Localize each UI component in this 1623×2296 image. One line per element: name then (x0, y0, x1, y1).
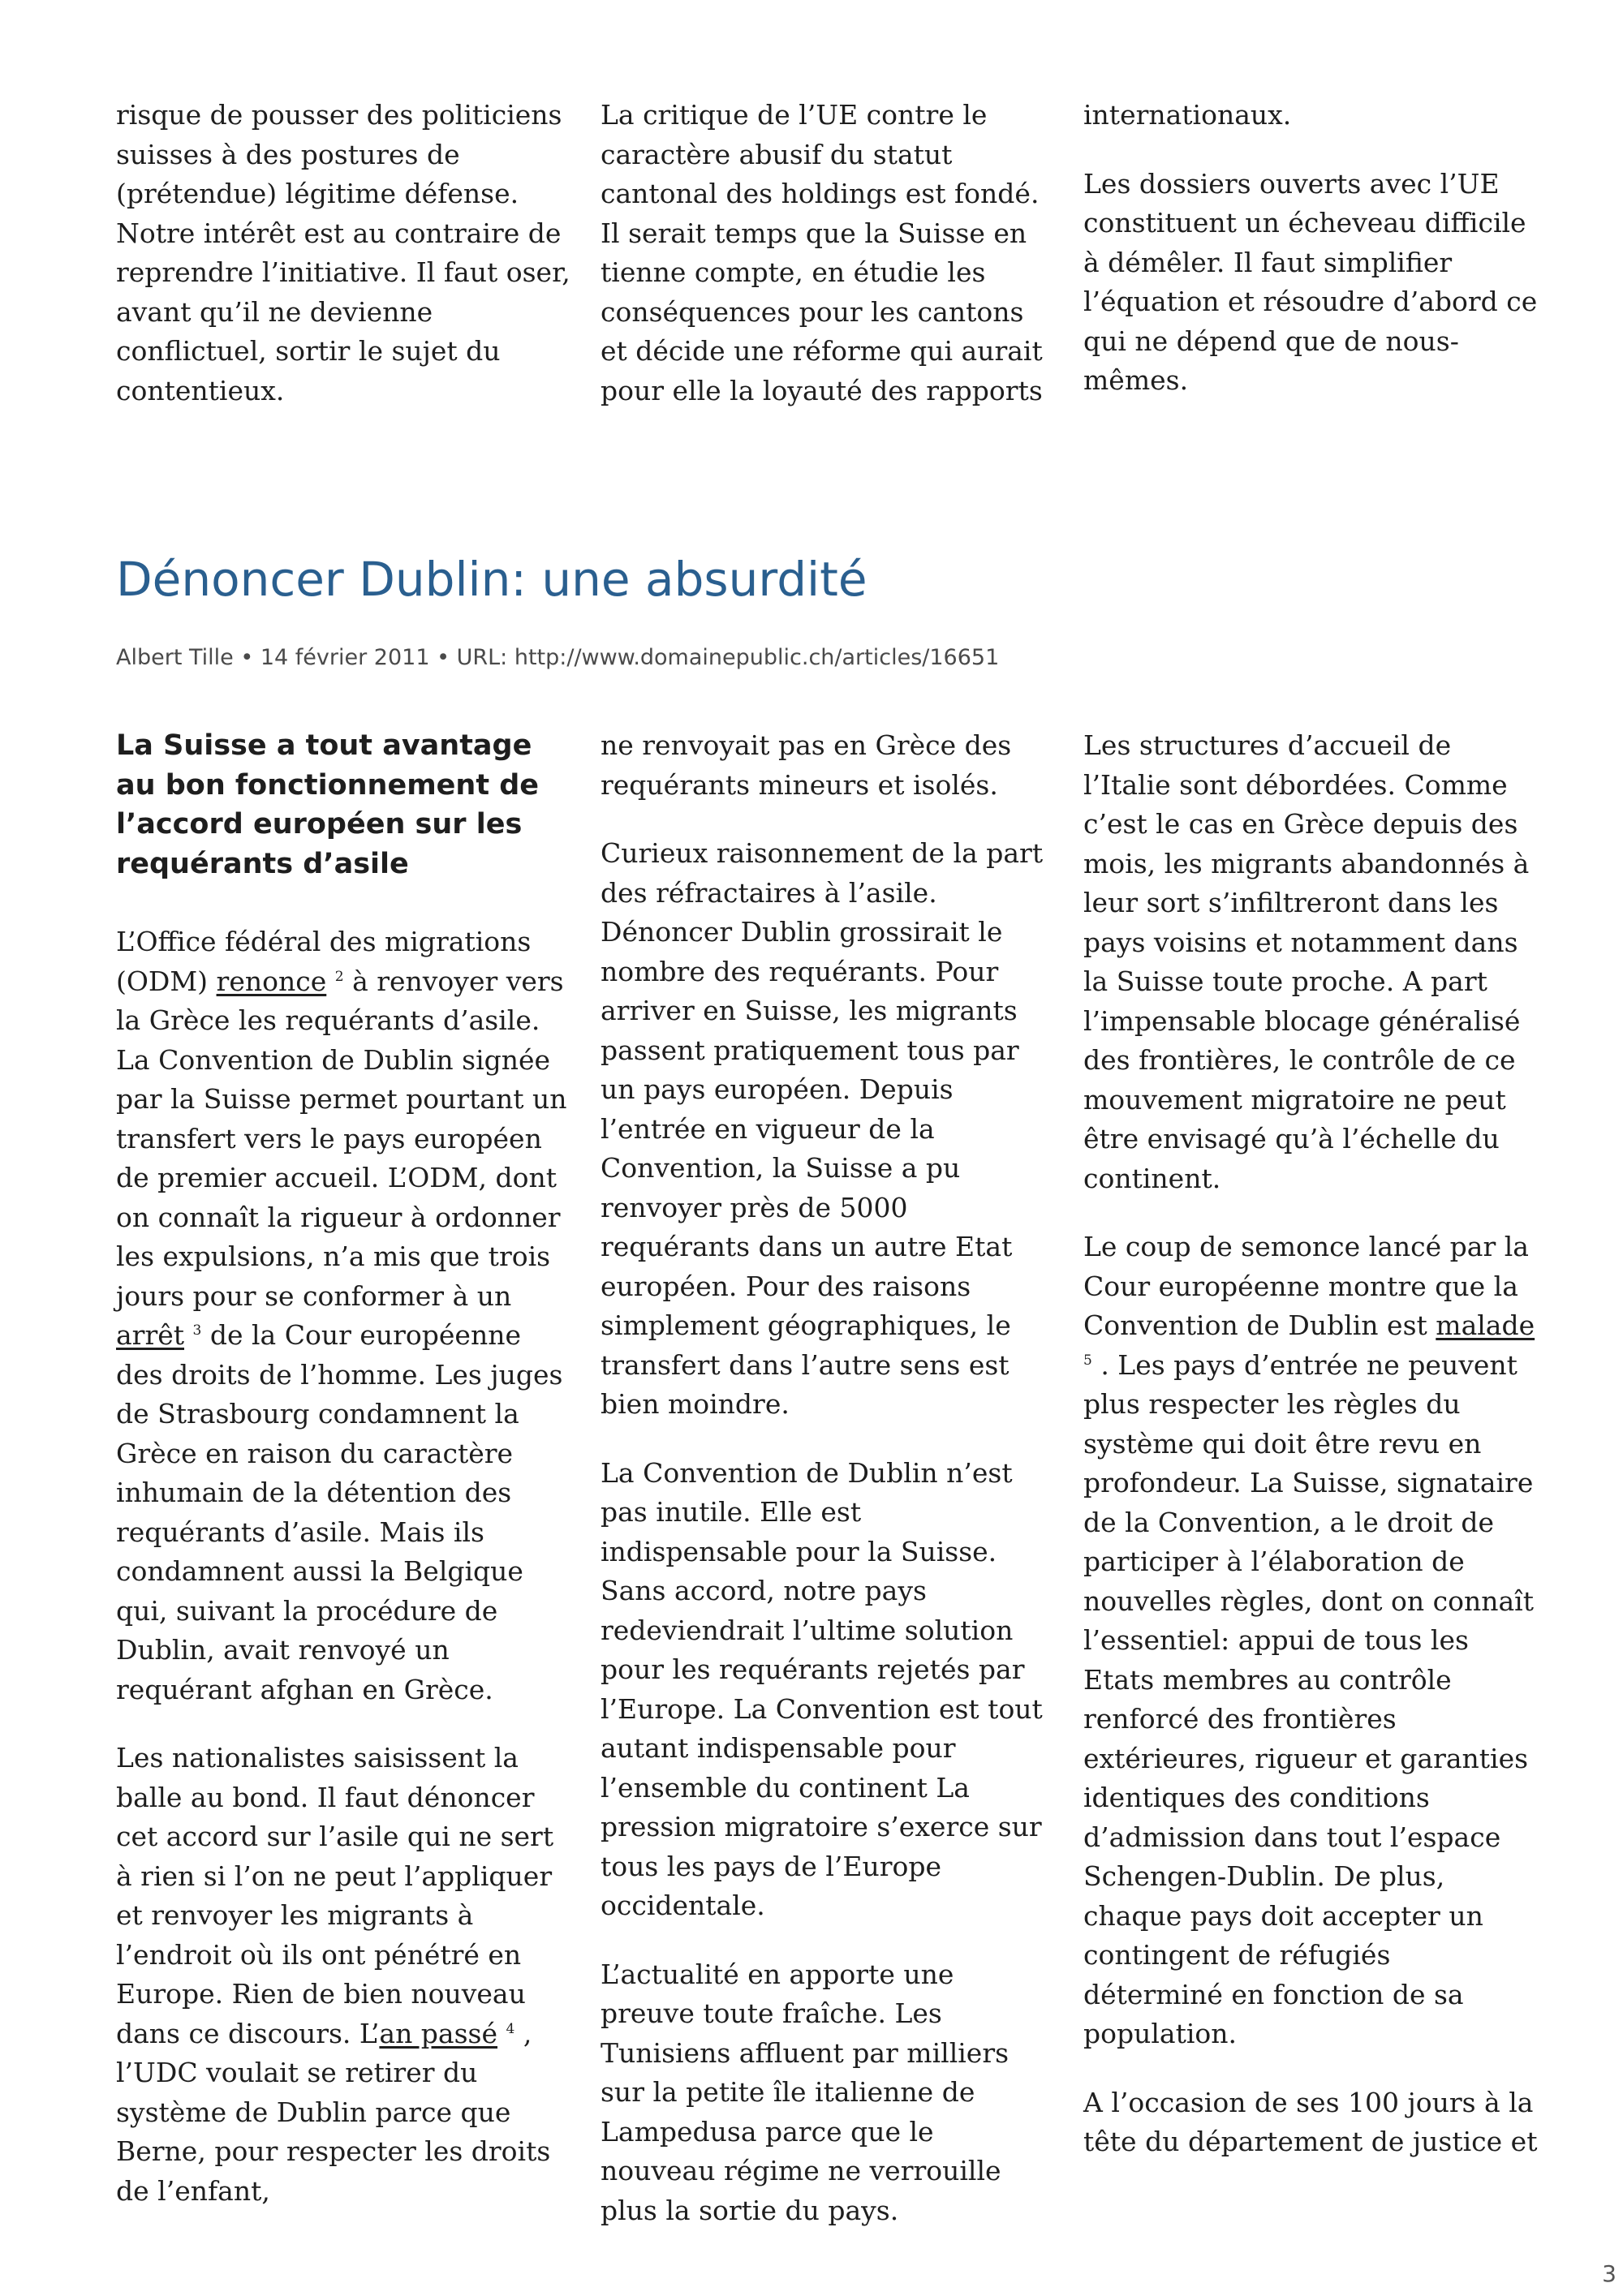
footnote-ref: 4 (506, 2020, 515, 2037)
article-byline: Albert Tille • 14 février 2011 • URL: http://www.domainepublic.ch/articles/16651 (116, 645, 1000, 670)
paragraph: La Convention de Dublin n’est pas inutile. Elle est indispensable pour la Suisse. Sans accord, notre pays redeviendrait l’ultime solution pour les requérants rejetés par l’Europe. La Convention est tout autant indispensable pour l’ensemble du continent La pression migratoire s’exerce sur tous les pays de l’Europe occidentale. (601, 1456, 1043, 1921)
paragraph: Les nationalistes saisissent la balle au bond. Il faut dénoncer cet accord sur l’asile qui ne sert à rien si l’on ne peut l’appliquer et renvoyer les migrants à l’endroit où ils ont pénétré en Europe. Rien de bien nouveau dans ce discours. L’an passé $^4$ , l’UDC voulait se retirer du système de Dublin parce que Berne, pour respecter les droits de l’enfant, (116, 1742, 554, 2207)
footnote-ref: 2 (334, 968, 344, 985)
paragraph: internationaux. (1083, 99, 1292, 131)
article-column-3 (1083, 726, 1538, 2162)
paragraph: ne renvoyait pas en Grèce des requérants mineurs et isolés. (601, 729, 1012, 801)
link-arret[interactable]: arrêt (116, 1319, 185, 1351)
previous-article-column-2 (601, 96, 1055, 411)
paragraph: L’Office fédéral des migrations (ODM) renonce $^2$ à renvoyer vers la Grèce les requérants d’asile. La Convention de Dublin signée par la Suisse permet pourtant un transfert vers le pays européen de premier accueil. L’ODM, dont on connaît la rigueur à ordonner les expulsions, n’a mis que trois jours pour se conformer à un arrêt $^3$ de la Cour européenne des droits de l’homme. Les juges de Strasbourg condamnent la Grèce en raison du caractère inhumain de la détention des requérants d’asile. Mais ils condamnent aussi la Belgique qui, suivant la procédure de Dublin, avait renvoyé un requérant afghan en Grèce. (116, 926, 567, 1705)
footnote-ref: 5 (1083, 1352, 1092, 1369)
article-lead: La Suisse a tout avantage au bon fonctionnement de l’accord européen sur les requérants d’asile (116, 729, 540, 880)
article-column-2 (601, 726, 1055, 2230)
article-title: Dénoncer Dublin: une absurdité (116, 552, 867, 607)
paragraph: Les structures d’accueil de l’Italie sont débordées. Comme c’est le cas en Grèce depuis des mois, les migrants abandonnés à leur sort s’infiltreront dans les pays voisins et notamment dans la Suisse toute proche. A part l’impensable blocage généralisé des frontières, le contrôle de ce mouvement migratoire ne peut être envisagé qu’à l’échelle du continent. (1083, 729, 1530, 1194)
paragraph: Les dossiers ouverts avec l’UE constituent un écheveau difficile à démêler. Il faut simplifier l’équation et résoudre d’abord ce qui ne dépend que de nous-mêmes. (1083, 167, 1538, 396)
page-number: 3 (1602, 2260, 1617, 2287)
previous-article-column-3 (1083, 96, 1538, 401)
previous-article-column-1 (116, 96, 570, 411)
article-column-1 (116, 726, 570, 2211)
paragraph: A l’occasion de ses 100 jours à la tête du département de justice et (1083, 2086, 1538, 2157)
link-renonce[interactable]: renonce (216, 965, 327, 997)
paragraph: Le coup de semonce lancé par la Cour européenne montre que la Convention de Dublin est malade $^5$ . Les pays d’entrée ne peuvent plus respecter les règles du système qui doit être revu en profondeur. La Suisse, signataire de la Convention, a le droit de participer à l’élaboration de nouvelles règles, dont on connaît l’essentiel: appui de tous les Etats membres au contrôle renforcé des frontières extérieures, rigueur et garanties identiques des conditions d’admission dans tout l’espace Schengen-Dublin. De plus, chaque pays doit accepter un contingent de réfugiés déterminé en fonction de sa population. (1083, 1231, 1535, 2049)
paragraph: La critique de l’UE contre le caractère abusif du statut cantonal des holdings est fondé. Il serait temps que la Suisse en tienne compte, en étudie les conséquences pour les cantons et décide une réforme qui aurait pour elle la loyauté des rapports (601, 99, 1043, 406)
link-malade[interactable]: malade (1436, 1309, 1535, 1341)
footnote-ref: 3 (192, 1322, 202, 1339)
paragraph: risque de pousser des politiciens suisses à des postures de (prétendue) légitime défense. Notre intérêt est au contraire de reprendre l’initiative. Il faut oser, avant qu’il ne devienne conflictuel, sortir le sujet du contentieux. (116, 99, 570, 406)
paragraph: L’actualité en apporte une preuve toute fraîche. Les Tunisiens affluent par milliers sur la petite île italienne de Lampedusa parce que le nouveau régime ne verrouille plus la sortie du pays. (601, 1958, 1010, 2226)
link-an-passe[interactable]: an passé (379, 2017, 498, 2049)
paragraph: Curieux raisonnement de la part des réfractaires à l’asile. Dénoncer Dublin grossirait le nombre des requérants. Pour arriver en Suisse, les migrants passent pratiquement tous par un pays européen. Depuis l’entrée en vigueur de la Convention, la Suisse a pu renvoyer près de 5000 requérants dans un autre Etat européen. Pour des raisons simplement géographiques, le transfert dans l’autre sens est bien moindre. (601, 837, 1044, 1420)
